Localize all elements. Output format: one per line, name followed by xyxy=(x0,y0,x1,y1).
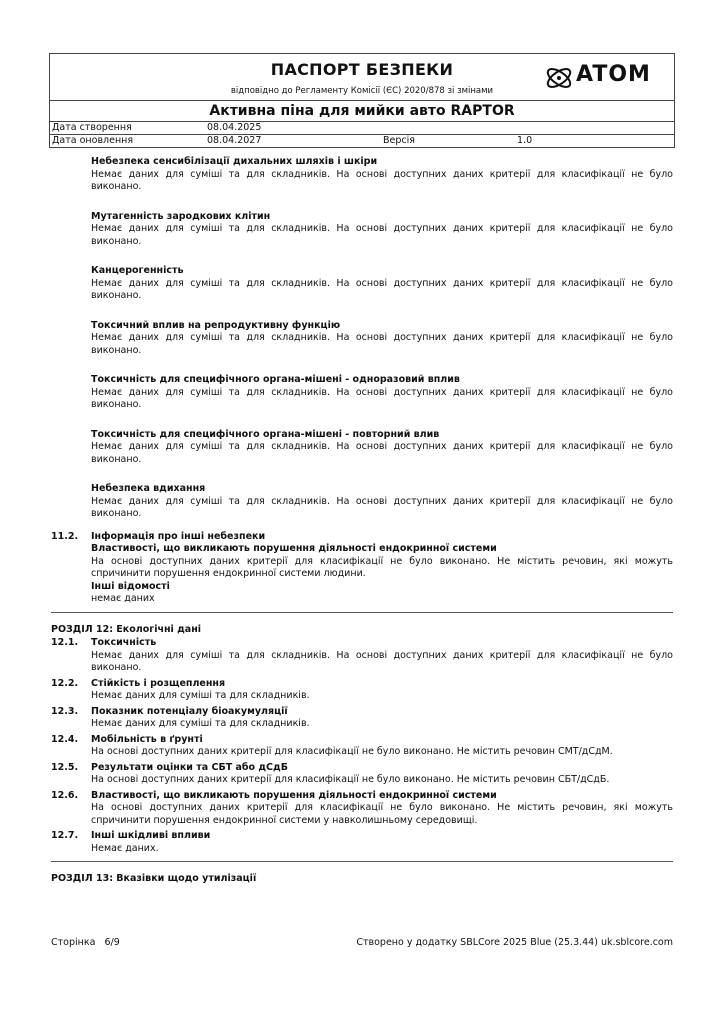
logo-text: ATOM xyxy=(576,62,651,87)
subsection-text: Немає даних для суміші та для складників. xyxy=(91,690,310,701)
hazard-text: Немає даних для суміші та для складників. На основі доступних даних критерії для класифікації не було виконано. xyxy=(91,277,673,301)
subsection-12-5 xyxy=(51,762,673,787)
subsection-text: Немає даних для суміші та для складників. xyxy=(91,718,310,729)
hazard-title: Небезпека вдихання xyxy=(91,483,206,494)
document-title: ПАСПОРТ БЕЗПЕКИ xyxy=(270,60,454,79)
subsection-12-1 xyxy=(51,637,673,675)
subsection-title: Властивості, що викликають порушення діяльності ендокринної системи xyxy=(91,789,497,801)
subsection-12-2 xyxy=(51,678,673,703)
subsection-12-6 xyxy=(51,790,673,828)
hazard-block xyxy=(51,156,673,194)
subsection-number: 12.2. xyxy=(51,677,79,689)
subsection-number: 12.1. xyxy=(51,637,79,648)
subsection-title: Стійкість і розщеплення xyxy=(91,677,226,689)
section-divider xyxy=(51,612,673,613)
hazard-text: Немає даних для суміші та для складників. На основі доступних даних критерії для класифікації не було виконано. xyxy=(91,495,673,519)
created-with-note: Створено у додатку SBLCore 2025 Blue (25.3.44) uk.sblcore.com xyxy=(356,937,673,948)
subsection-number: 12.3. xyxy=(51,705,79,717)
document-header xyxy=(49,53,675,122)
subsection-title: Мобільність в ґрунті xyxy=(91,733,203,745)
hazard-block xyxy=(51,429,673,467)
header-divider xyxy=(50,100,674,101)
hazard-title: Мутагенність зародкових клітин xyxy=(91,210,271,222)
subsection-title: Результати оцінки та СБТ або дСдБ xyxy=(91,761,288,773)
created-label: Дата створення xyxy=(52,122,132,133)
meta-row-created xyxy=(50,122,674,134)
subsection-text: Немає даних для суміші та для складників. На основі доступних даних критерії для класифікації не було виконано. xyxy=(91,649,673,673)
meta-row-updated xyxy=(50,134,674,147)
hazard-block xyxy=(51,374,673,412)
subsection-title: Інші шкідливі впливи xyxy=(91,830,211,841)
hazard-block xyxy=(51,483,673,521)
section-13-title: РОЗДІЛ 13: Вказівки щодо утилізації xyxy=(51,873,257,884)
hazard-title: Токсичність для специфічного органа-мішені - повторний влив xyxy=(91,428,440,440)
hazard-block xyxy=(51,265,673,303)
document-subtitle: відповідно до Регламенту Комісії (ЄС) 2020/878 зі змінами xyxy=(230,86,494,96)
document-meta-table xyxy=(49,121,675,148)
subsection-text: На основі доступних даних критерії для класифікації не було виконано. Не містить речовин СМТ/дСдМ. xyxy=(91,746,613,757)
hazard-title: Небезпека сенсибілізації дихальних шляхів і шкіри xyxy=(91,156,378,167)
hazard-text: Немає даних для суміші та для складників. На основі доступних даних критерії для класифікації не було виконано. xyxy=(91,386,673,410)
subsection-title: Інформація про інші небезпеки xyxy=(91,530,266,542)
subsection-12-3 xyxy=(51,706,673,731)
other-info-text: немає даних xyxy=(91,593,155,604)
page-number xyxy=(51,937,120,948)
subsection-title: Токсичність xyxy=(91,637,157,648)
hazard-text: Немає даних для суміші та для складників. На основі доступних даних критерії для класифікації не було виконано. xyxy=(91,441,673,465)
subsection-title: Показник потенціалу біоакумуляції xyxy=(91,705,288,717)
hazard-text: Немає даних для суміші та для складників. На основі доступних даних критерії для класифікації не було виконано. xyxy=(91,223,673,247)
main-content xyxy=(51,156,673,886)
subsection-number: 12.6. xyxy=(51,789,79,801)
hazard-title: Токсичність для специфічного органа-мішені - одноразовий вплив xyxy=(91,374,460,385)
subsection-12-7 xyxy=(51,830,673,855)
subsection-12-4 xyxy=(51,734,673,759)
hazard-block xyxy=(51,320,673,358)
subsection-number: 12.5. xyxy=(51,761,79,773)
page-value: 6/9 xyxy=(104,937,120,948)
section-divider xyxy=(51,861,673,862)
hazard-block xyxy=(51,211,673,249)
page-label: Сторінка xyxy=(51,937,96,948)
hazard-text: Немає даних для суміші та для складників. На основі доступних даних критерії для класифікації не було виконано. xyxy=(91,168,673,192)
endocrine-title: Властивості, що викликають порушення діяльності ендокринної системи xyxy=(91,543,497,554)
subsection-11-2 xyxy=(51,531,673,606)
version-value: 1.0 xyxy=(517,135,533,146)
subsection-number: 12.7. xyxy=(51,830,79,841)
subsection-number: 12.4. xyxy=(51,733,79,745)
hazard-text: Немає даних для суміші та для складників. На основі доступних даних критерії для класифікації не було виконано. xyxy=(91,332,673,356)
subsection-text: Немає даних. xyxy=(91,842,159,854)
hazard-title: Токсичний вплив на репродуктивну функцію xyxy=(91,319,341,331)
version-label: Версія xyxy=(383,135,415,146)
subsection-number: 11.2. xyxy=(51,530,79,542)
created-value: 08.04.2025 xyxy=(207,122,262,133)
updated-label: Дата оновлення xyxy=(52,135,134,146)
subsection-text: На основі доступних даних критерії для класифікації не було виконано. Не містить речовин СБТ/дСдБ. xyxy=(91,774,610,785)
section-12-title: РОЗДІЛ 12: Екологічні дані xyxy=(51,623,202,635)
subsection-text: На основі доступних даних критерії для класифікації не було виконано. Не містить речовин, які можуть спричинити порушення ендокринної системи у навколишньому середовищі. xyxy=(91,802,673,826)
hazard-title: Канцерогенність xyxy=(91,265,184,276)
product-name: Активна піна для мийки авто RAPTOR xyxy=(209,103,515,119)
other-info-title: Інші відомості xyxy=(91,580,170,592)
updated-value: 08.04.2027 xyxy=(207,135,262,146)
endocrine-text: На основі доступних даних критерії для класифікації не було виконано. Не містить речовин, які можуть спричинити порушення ендокринної системи людини. xyxy=(91,555,673,579)
